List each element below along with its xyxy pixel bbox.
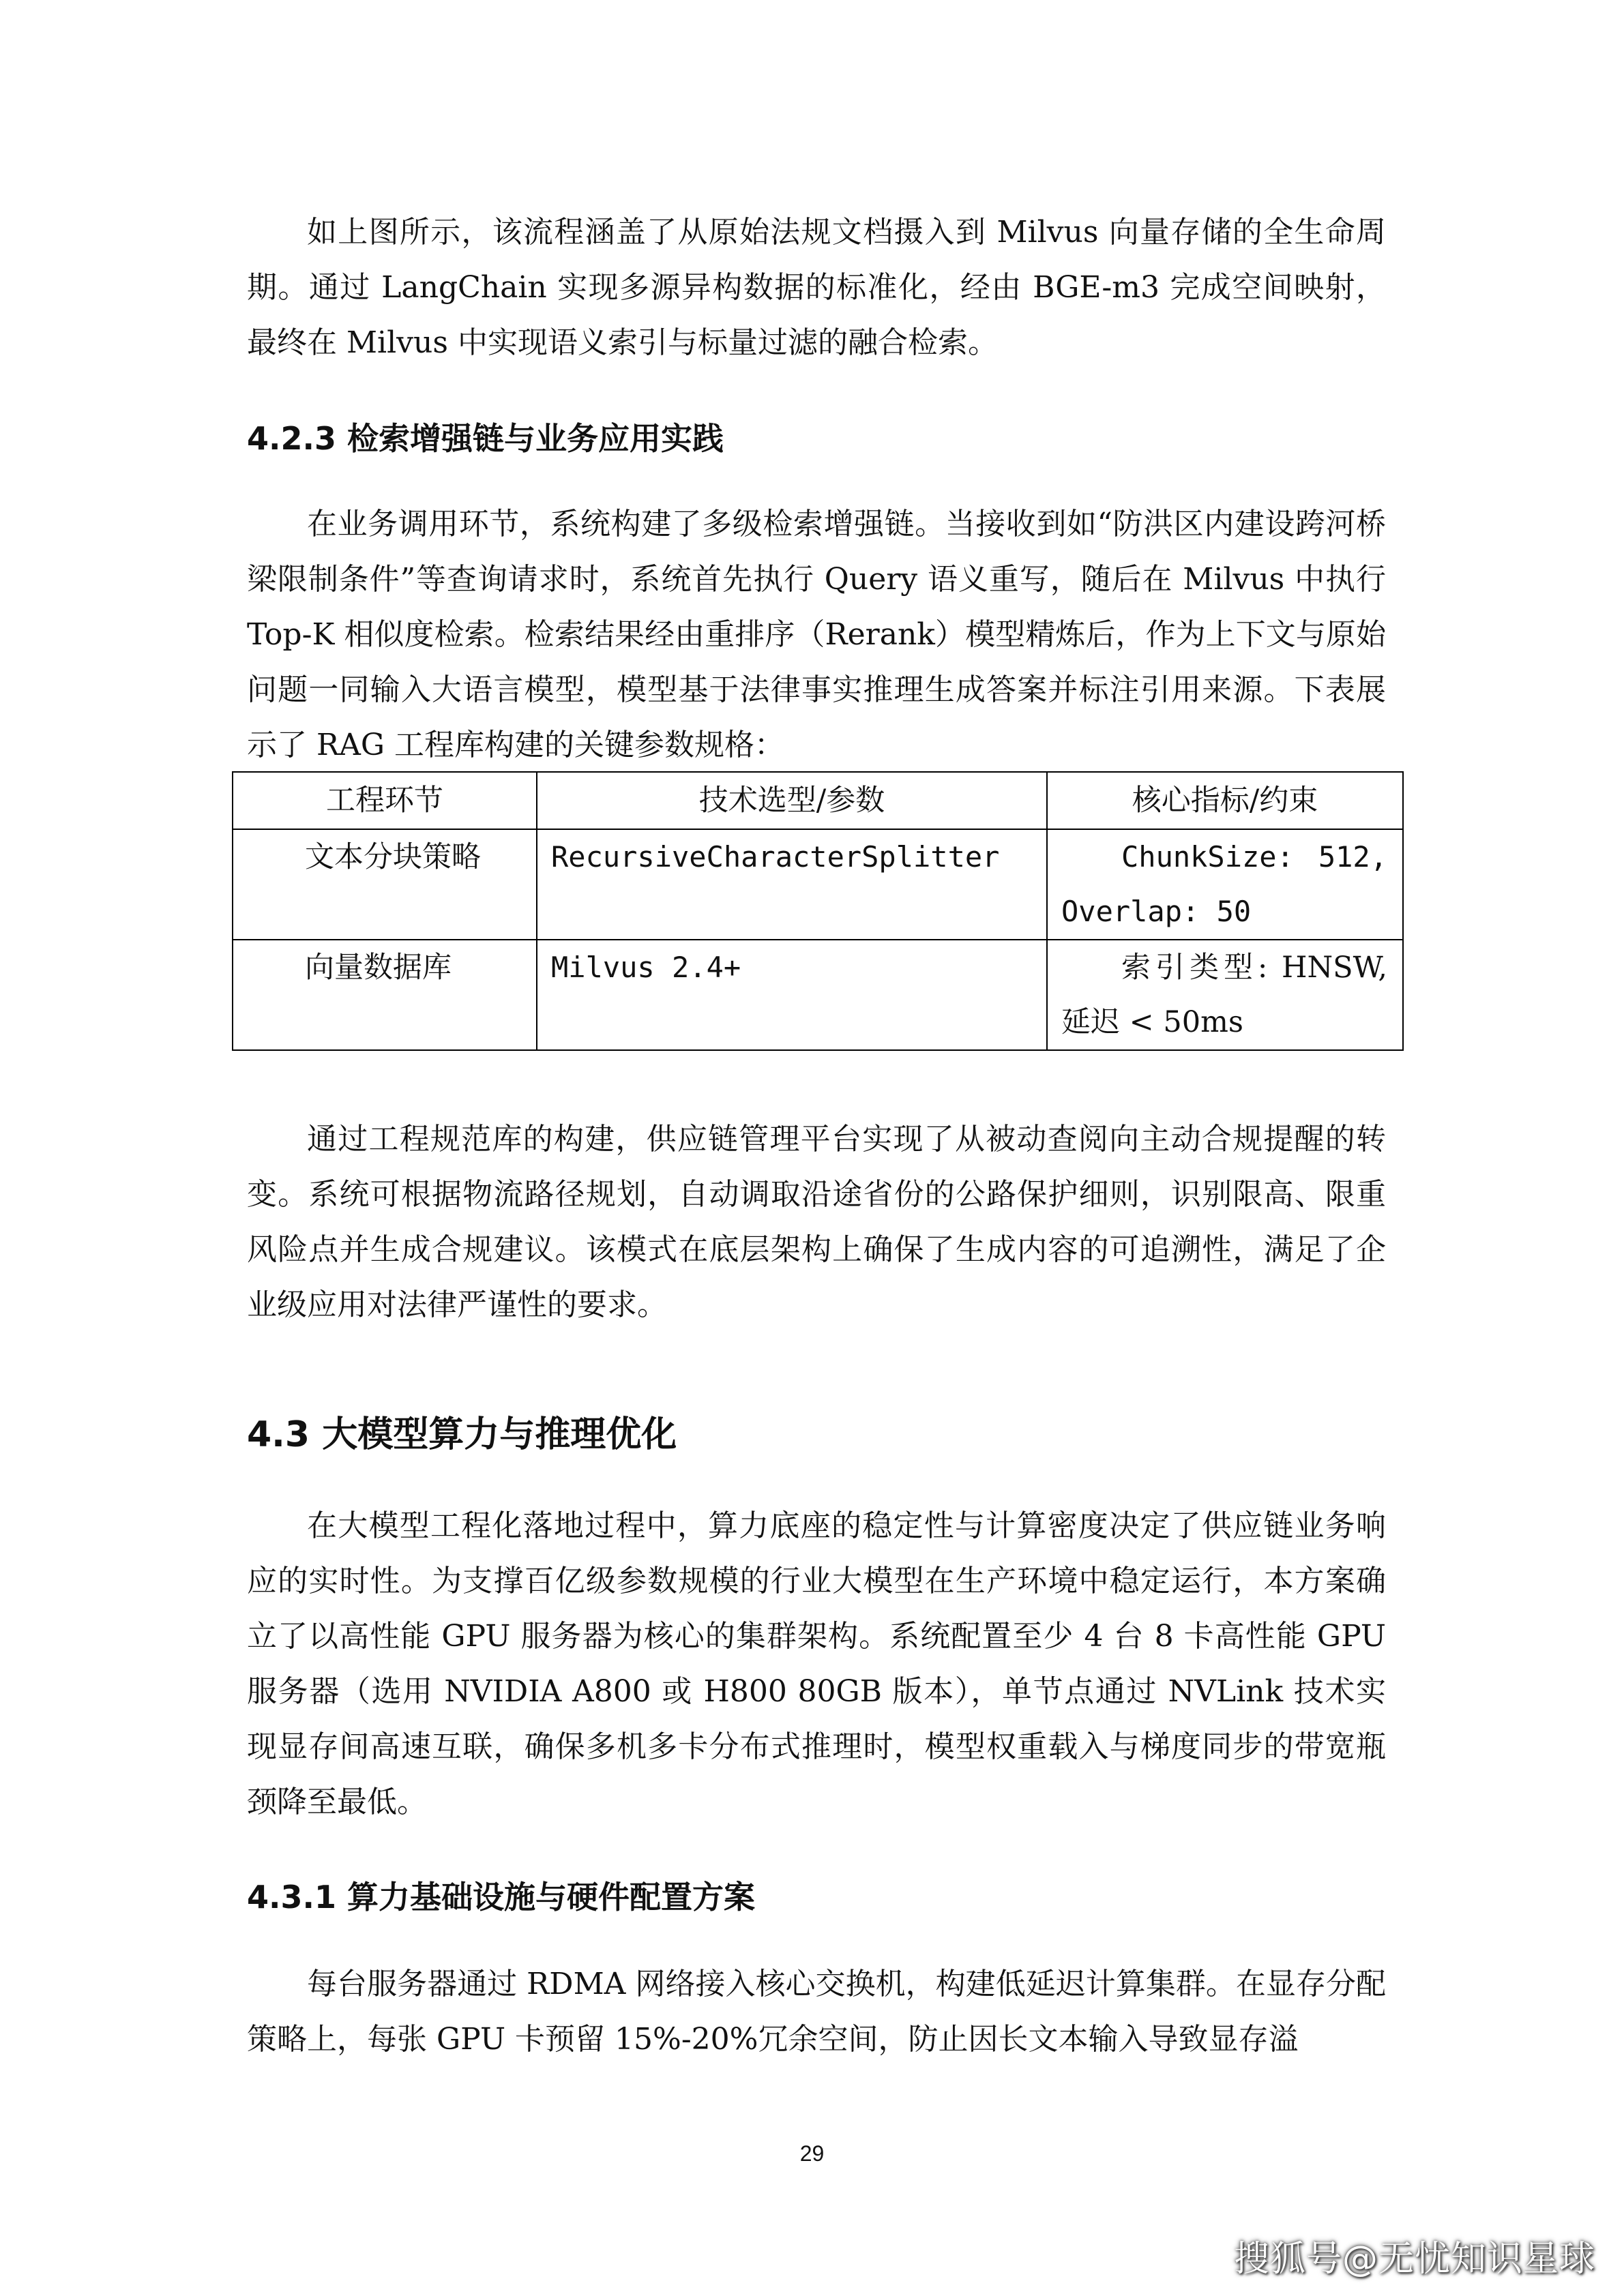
page-number: 29: [799, 2141, 825, 2166]
table-header-cell: 技术选型/参数: [537, 772, 1047, 829]
table-header-cell: 核心指标/约束: [1047, 772, 1403, 829]
table-cell: 向量数据库: [233, 940, 537, 1050]
rag-parameter-table: [232, 771, 1404, 1051]
table-cell: RecursiveCharacterSplitter: [537, 829, 1047, 940]
table-header-row: [233, 772, 1403, 829]
section-4-3-heading: 4.3 大模型算力与推理优化: [247, 1414, 677, 1455]
table-cell: Milvus 2.4+: [537, 940, 1047, 1050]
section-4-2-3-heading: 4.2.3 检索增强链与业务应用实践: [247, 420, 724, 457]
intro-paragraph: 如上图所示，该流程涵盖了从原始法规文档摄入到 Milvus 向量存储的全生命周期。通过 LangChain 实现多源异构数据的标准化，经由 BGE-m3 完成空间映射，最终在 Milvus 中实现语义索引与标量过滤的融合检索。: [247, 215, 1386, 360]
table-cell: 索引类型: HNSW, 延迟 < 50ms: [1047, 940, 1403, 1050]
section-4-2-3-paragraph: 在业务调用环节，系统构建了多级检索增强链。当接收到如“防洪区内建设跨河桥梁限制条件”等查询请求时，系统首先执行 Query 语义重写，随后在 Milvus 中执行 Top-K 相似度检索。检索结果经由重排序（Rerank）模型精炼后，作为上下文与原始问题一同输入大语言模型，模型基于法律事实推理生成答案并标注引用来源。下表展示了 RAG 工程库构建的关键参数规格：: [247, 507, 1386, 762]
section-4-3-paragraph: 在大模型工程化落地过程中，算力底座的稳定性与计算密度决定了供应链业务响应的实时性。为支撑百亿级参数规模的行业大模型在生产环境中稳定运行，本方案确立了以高性能 GPU 服务器为核心的集群架构。系统配置至少 4 台 8 卡高性能 GPU 服务器（选用 NVIDIA A800 或 H800 80GB 版本），单节点通过 NVLink 技术实现显存间高速互联，确保多机多卡分布式推理时，模型权重载入与梯度同步的带宽瓶颈降至最低。: [247, 1508, 1386, 1819]
table-cell: 文本分块策略: [233, 829, 537, 940]
source-watermark: 搜狐号@无忧知识星球: [1233, 2239, 1595, 2280]
table-header-cell: 工程环节: [233, 772, 537, 829]
section-4-3-1-heading: 4.3.1 算力基础设施与硬件配置方案: [247, 1879, 755, 1915]
table-cell: ChunkSize: 512, Overlap: 50: [1047, 829, 1403, 940]
section-4-3-1-paragraph: 每台服务器通过 RDMA 网络接入核心交换机，构建低延迟计算集群。在显存分配策略上，每张 GPU 卡预留 15%-20%冗余空间，防止因长文本输入导致显存溢: [247, 1967, 1386, 2057]
table-row: [233, 829, 1403, 940]
post-table-paragraph: 通过工程规范库的构建，供应链管理平台实现了从被动查阅向主动合规提醒的转变。系统可根据物流路径规划，自动调取沿途省份的公路保护细则，识别限高、限重风险点并生成合规建议。该模式在底层架构上确保了生成内容的可追溯性，满足了企业级应用对法律严谨性的要求。: [247, 1122, 1386, 1322]
table-row: [233, 940, 1403, 1050]
